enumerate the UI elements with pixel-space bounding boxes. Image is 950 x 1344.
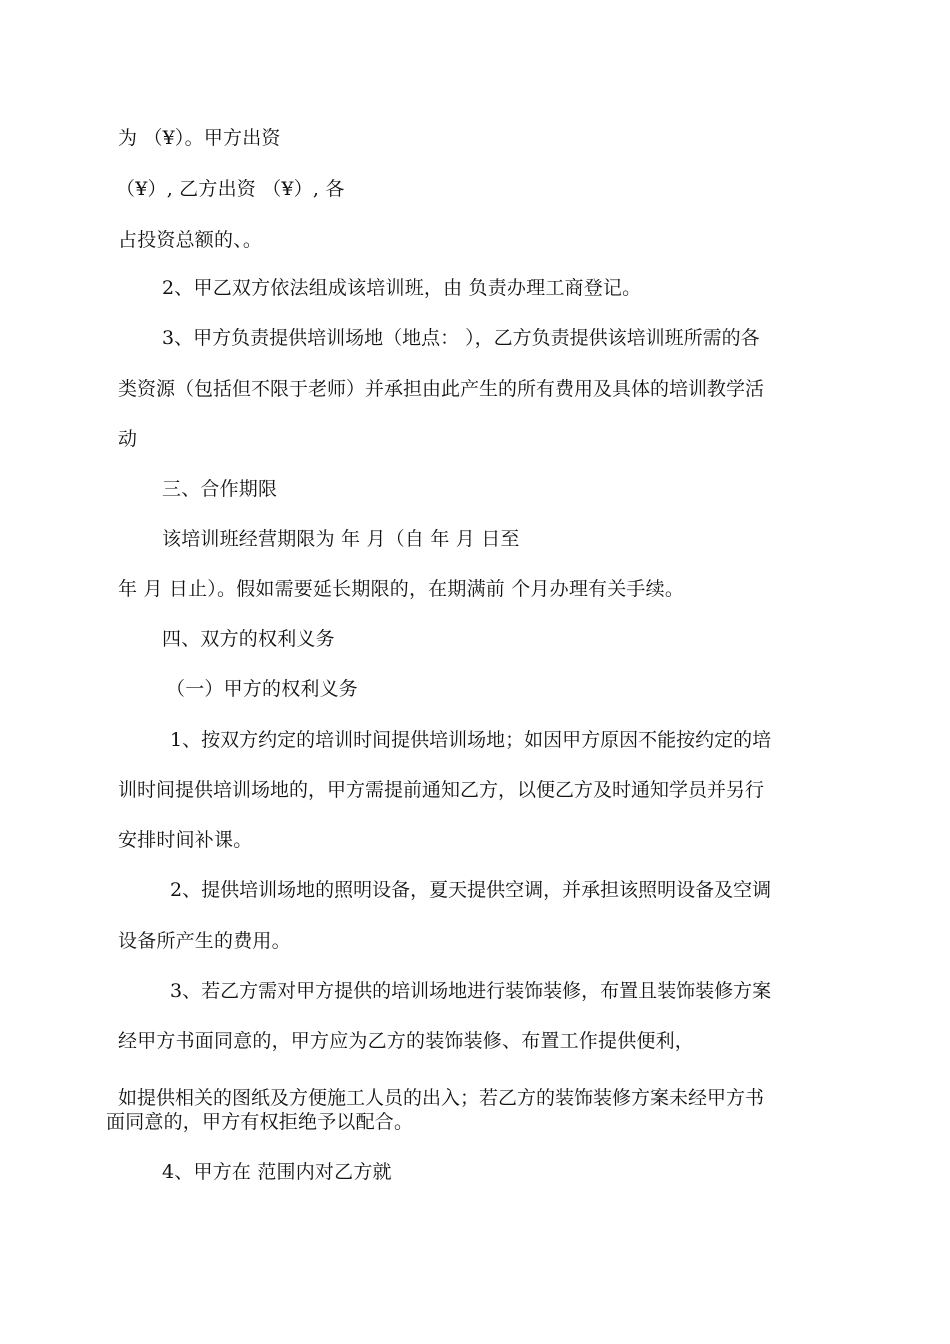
text-line-5: 3、甲方负责提供培训场地（地点： ），乙方负责提供该培训班所需的各 [162,327,760,349]
text-line-10: 年 月 日止）。假如需要延长期限的，在期满前 个月办理有关手续。 [118,578,685,600]
section-heading-term: 三、合作期限 [162,478,278,500]
text-line-3: 占投资总额的、。 [118,229,263,251]
text-line-6: 类资源（包括但不限于老师）并承担由此产生的所有费用及具体的培训教学活 [118,378,765,400]
text-line-16: 2、提供培训场地的照明设备，夏天提供空调，并承担该照明设备及空调 [170,879,772,901]
text-line-15: 安排时间补课。 [118,829,253,851]
text-line-9: 该培训班经营期限为 年 月（自 年 月 日至 [162,528,520,550]
text-line-19: 经甲方书面同意的，甲方应为乙方的装饰装修、布置工作提供便利， [118,1030,695,1052]
text-line-7: 动 [118,428,138,450]
text-line-20: 如提供相关的图纸及方便施工人员的出入；若乙方的装饰装修方案未经甲方书 [118,1087,765,1109]
text-line-17: 设备所产生的费用。 [118,930,291,952]
text-line-1: 为 （¥）。甲方出资 [118,127,281,149]
text-line-22: 4、甲方在 范围内对乙方就 [162,1161,392,1183]
text-line-18: 3、若乙方需对甲方提供的培训场地进行装饰装修，布置且装饰装修方案 [170,980,772,1002]
text-line-13: 1、按双方约定的培训时间提供培训场地；如因甲方原因不能按约定的培 [170,729,772,751]
section-heading-rights: 四、双方的权利义务 [162,628,335,650]
subsection-heading-party-a: （一）甲方的权利义务 [166,678,359,700]
text-line-2: （¥）, 乙方出资 （¥）, 各 [116,178,345,200]
text-line-21: 面同意的，甲方有权拒绝予以配合。 [106,1111,414,1133]
text-line-4: 2、甲乙双方依法组成该培训班，由 负责办理工商登记。 [162,277,642,299]
text-line-14: 训时间提供培训场地的，甲方需提前通知乙方，以便乙方及时通知学员并另行 [118,779,765,801]
